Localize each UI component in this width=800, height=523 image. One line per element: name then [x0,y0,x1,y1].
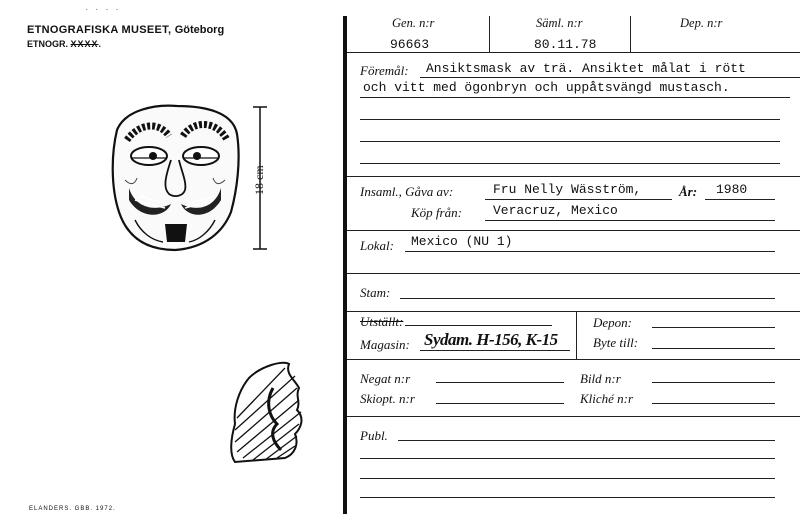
foremal-line2: och vitt med ögonbryn och uppåtsvängd mustasch. [363,80,730,95]
utstallt-label: Utställt: [360,314,404,329]
kliche-label: Kliché n:r [580,391,634,406]
kop-label: Köp från: [411,205,462,220]
dep-label: Dep. n:r [680,16,723,30]
insaml-label: Insaml., Gåva av: [360,184,454,199]
insaml-value: Fru Nelly Wäsström, [493,182,642,197]
faint-marks: · · · · [85,4,121,15]
saml-value: 80.11.78 [534,37,597,52]
card-margin-line [343,16,347,514]
negat-label: Negat n:r [360,371,411,386]
mask-front-drawing [105,100,245,255]
ar-label: År: [679,184,698,199]
stam-label: Stam: [360,285,391,300]
skiopt-label: Skiopt. n:r [360,391,415,406]
bild-label: Bild n:r [580,371,621,386]
foremal-line1: Ansiktsmask av trä. Ansiktet målat i rött [426,61,746,76]
gen-value: 96663 [390,37,430,52]
lokal-label: Lokal: [360,238,394,253]
byte-label: Byte till: [593,335,639,350]
header-divider-1 [489,16,490,52]
publ-label: Publ. [360,428,388,443]
etnogr-label: ETNOGR. XXXX. [27,39,102,49]
gen-label: Gen. n:r [392,16,435,30]
saml-label: Säml. n:r [536,16,583,30]
depon-label: Depon: [593,315,632,330]
printer-note: ELANDERS. GBB. 1972. [29,506,116,512]
museum-title [27,24,224,36]
museum-name: ETNOGRAFISKA MUSEET, [27,24,172,36]
magasin-label: Magasin: [360,337,410,352]
magasin-value: Sydam. H-156, K-15 [424,330,558,349]
header-bottom-rule [347,52,800,53]
kop-value: Veracruz, Mexico [493,203,618,218]
lokal-value: Mexico (NU 1) [411,234,513,249]
etnogr-struck: XXXX [70,39,99,49]
mask-side-drawing [225,358,315,468]
ar-value: 1980 [716,182,748,197]
museum-city: Göteborg [174,24,225,36]
utstallt-divider [576,311,577,359]
header-divider-2 [630,16,631,52]
etnogr-prefix: ETNOGR. [27,39,69,49]
scale-label: 18 cm [252,165,266,195]
foremal-label: Föremål: [360,63,409,78]
